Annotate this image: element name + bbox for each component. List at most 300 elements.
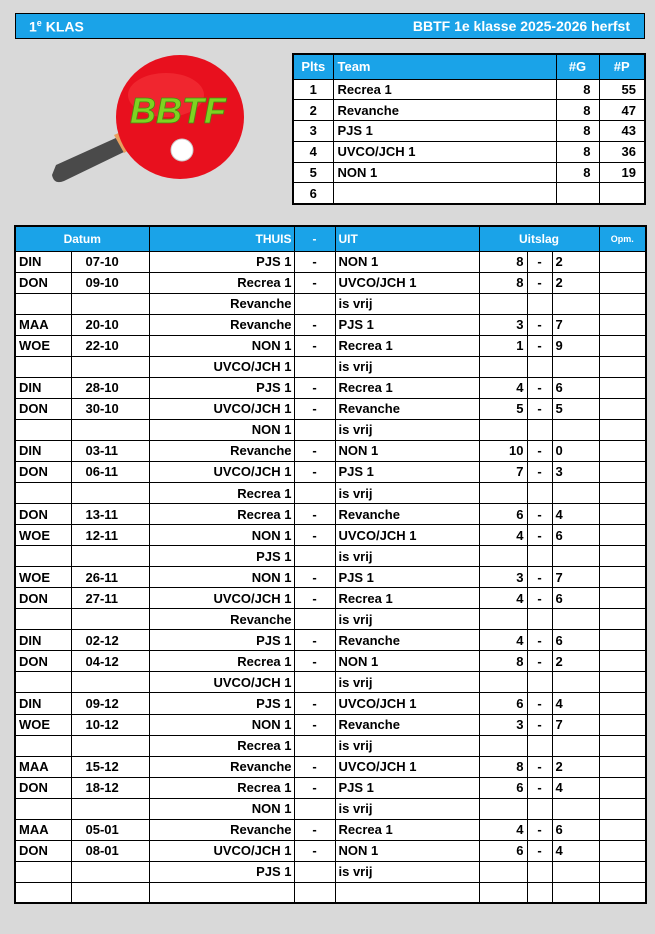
header-dash: -: [294, 226, 335, 251]
schedule-table: [14, 225, 647, 904]
header-opm: Opm.: [599, 226, 646, 251]
match-row: [15, 314, 646, 335]
match-row: [15, 377, 646, 398]
match-remark: [599, 483, 646, 504]
match-day: DON: [15, 777, 71, 798]
score-home: [479, 546, 527, 567]
rank-games: 8: [556, 141, 599, 162]
score-dash: -: [527, 377, 552, 398]
match-away-team: PJS 1: [335, 567, 479, 588]
match-row: [15, 840, 646, 861]
match-row: [15, 419, 646, 440]
match-date: 03-11: [71, 440, 149, 461]
score-dash: [527, 861, 552, 882]
rank-points: 47: [599, 100, 645, 121]
rank-team: Revanche: [333, 100, 556, 121]
match-separator: [294, 861, 335, 882]
match-date: 10-12: [71, 714, 149, 735]
score-home: 4: [479, 377, 527, 398]
match-date: [71, 419, 149, 440]
match-day: MAA: [15, 314, 71, 335]
match-home-team: NON 1: [149, 567, 294, 588]
header-uit: UIT: [335, 226, 479, 251]
score-home: 8: [479, 756, 527, 777]
match-home-team: Recrea 1: [149, 504, 294, 525]
ranking-row: [293, 183, 645, 204]
rank-position: 4: [293, 141, 333, 162]
score-home: [479, 419, 527, 440]
match-row: [15, 546, 646, 567]
match-day: [15, 483, 71, 504]
match-remark: [599, 377, 646, 398]
match-home-team: UVCO/JCH 1: [149, 588, 294, 609]
score-dash: [527, 735, 552, 756]
ranking-row: [293, 79, 645, 100]
match-row: [15, 672, 646, 693]
match-separator: -: [294, 525, 335, 546]
score-home: 8: [479, 251, 527, 272]
match-day: WOE: [15, 714, 71, 735]
score-away: 2: [552, 651, 599, 672]
rank-points: [599, 183, 645, 204]
match-date: 07-10: [71, 251, 149, 272]
match-remark: [599, 251, 646, 272]
match-home-team: NON 1: [149, 714, 294, 735]
match-remark: [599, 735, 646, 756]
match-separator: -: [294, 714, 335, 735]
match-day: DIN: [15, 630, 71, 651]
match-home-team: UVCO/JCH 1: [149, 840, 294, 861]
match-away-team: Revanche: [335, 504, 479, 525]
match-away-team: is vrij: [335, 735, 479, 756]
score-away: 2: [552, 251, 599, 272]
match-away-team: Recrea 1: [335, 819, 479, 840]
match-home-team: [149, 882, 294, 903]
match-home-team: NON 1: [149, 335, 294, 356]
match-home-team: Revanche: [149, 756, 294, 777]
match-date: 12-11: [71, 525, 149, 546]
match-remark: [599, 756, 646, 777]
score-away: 6: [552, 588, 599, 609]
match-away-team: NON 1: [335, 440, 479, 461]
ball-icon: [171, 139, 193, 161]
score-away: [552, 798, 599, 819]
score-away: 4: [552, 777, 599, 798]
match-away-team: is vrij: [335, 798, 479, 819]
ranking-row: [293, 141, 645, 162]
score-home: [479, 798, 527, 819]
match-date: [71, 672, 149, 693]
match-remark: [599, 861, 646, 882]
match-remark: [599, 525, 646, 546]
match-row: [15, 525, 646, 546]
match-date: 13-11: [71, 504, 149, 525]
match-home-team: PJS 1: [149, 630, 294, 651]
match-row: [15, 356, 646, 377]
match-date: 27-11: [71, 588, 149, 609]
match-home-team: Revanche: [149, 293, 294, 314]
logo-text: BBTF: [130, 90, 226, 131]
ranking-table: [292, 53, 646, 205]
match-remark: [599, 272, 646, 293]
rank-points: 36: [599, 141, 645, 162]
score-dash: [527, 293, 552, 314]
match-home-team: Revanche: [149, 440, 294, 461]
match-date: [71, 609, 149, 630]
score-dash: -: [527, 272, 552, 293]
score-home: 6: [479, 504, 527, 525]
match-separator: [294, 293, 335, 314]
match-home-team: PJS 1: [149, 693, 294, 714]
match-home-team: Revanche: [149, 819, 294, 840]
match-date: 09-12: [71, 693, 149, 714]
match-day: [15, 861, 71, 882]
match-remark: [599, 419, 646, 440]
match-separator: -: [294, 461, 335, 482]
score-home: [479, 672, 527, 693]
score-away: 6: [552, 377, 599, 398]
match-row: [15, 861, 646, 882]
match-separator: -: [294, 398, 335, 419]
match-row: [15, 461, 646, 482]
match-home-team: Recrea 1: [149, 777, 294, 798]
score-home: [479, 609, 527, 630]
score-dash: -: [527, 335, 552, 356]
match-separator: -: [294, 272, 335, 293]
match-away-team: is vrij: [335, 672, 479, 693]
match-away-team: is vrij: [335, 356, 479, 377]
match-remark: [599, 840, 646, 861]
match-date: 30-10: [71, 398, 149, 419]
score-dash: [527, 798, 552, 819]
score-away: 2: [552, 272, 599, 293]
header-thuis: THUIS: [149, 226, 294, 251]
match-date: 06-11: [71, 461, 149, 482]
match-away-team: UVCO/JCH 1: [335, 272, 479, 293]
match-row: [15, 567, 646, 588]
match-date: [71, 882, 149, 903]
score-away: [552, 861, 599, 882]
score-home: [479, 861, 527, 882]
match-separator: [294, 609, 335, 630]
rank-position: 2: [293, 100, 333, 121]
score-dash: -: [527, 651, 552, 672]
match-date: 09-10: [71, 272, 149, 293]
match-home-team: PJS 1: [149, 861, 294, 882]
match-day: DON: [15, 461, 71, 482]
match-away-team: PJS 1: [335, 777, 479, 798]
match-separator: [294, 546, 335, 567]
score-dash: -: [527, 314, 552, 335]
match-row: [15, 483, 646, 504]
match-separator: -: [294, 567, 335, 588]
match-separator: -: [294, 588, 335, 609]
score-home: 4: [479, 819, 527, 840]
match-remark: [599, 440, 646, 461]
match-separator: [294, 483, 335, 504]
match-day: WOE: [15, 525, 71, 546]
match-away-team: is vrij: [335, 483, 479, 504]
match-home-team: PJS 1: [149, 546, 294, 567]
match-separator: -: [294, 440, 335, 461]
score-away: [552, 672, 599, 693]
match-away-team: PJS 1: [335, 461, 479, 482]
score-away: 7: [552, 714, 599, 735]
score-away: [552, 356, 599, 377]
rank-team: UVCO/JCH 1: [333, 141, 556, 162]
match-away-team: is vrij: [335, 609, 479, 630]
score-away: 6: [552, 525, 599, 546]
rank-games: 8: [556, 79, 599, 100]
match-day: [15, 419, 71, 440]
header-plts: Plts: [293, 54, 333, 79]
score-dash: -: [527, 588, 552, 609]
match-day: DON: [15, 588, 71, 609]
rank-points: 55: [599, 79, 645, 100]
match-day: DIN: [15, 377, 71, 398]
score-dash: [527, 483, 552, 504]
match-separator: -: [294, 251, 335, 272]
match-remark: [599, 546, 646, 567]
match-date: [71, 798, 149, 819]
match-row: [15, 651, 646, 672]
score-dash: -: [527, 440, 552, 461]
match-row: [15, 588, 646, 609]
match-away-team: Revanche: [335, 398, 479, 419]
score-away: 6: [552, 630, 599, 651]
score-dash: -: [527, 819, 552, 840]
class-word: KLAS: [45, 18, 84, 35]
match-row: [15, 777, 646, 798]
score-dash: -: [527, 756, 552, 777]
score-dash: -: [527, 630, 552, 651]
match-day: [15, 546, 71, 567]
match-away-team: NON 1: [335, 251, 479, 272]
score-away: [552, 293, 599, 314]
match-row: [15, 504, 646, 525]
match-separator: -: [294, 630, 335, 651]
rank-team: Recrea 1: [333, 79, 556, 100]
score-dash: -: [527, 777, 552, 798]
match-away-team: is vrij: [335, 861, 479, 882]
header-uitslag: Uitslag: [479, 226, 599, 251]
match-away-team: is vrij: [335, 293, 479, 314]
match-separator: [294, 672, 335, 693]
score-home: [479, 882, 527, 903]
ranking-row: [293, 121, 645, 142]
match-separator: -: [294, 377, 335, 398]
match-row: [15, 440, 646, 461]
score-away: 5: [552, 398, 599, 419]
match-home-team: Recrea 1: [149, 272, 294, 293]
match-remark: [599, 504, 646, 525]
rank-games: 8: [556, 100, 599, 121]
header-team: Team: [333, 54, 556, 79]
match-day: DIN: [15, 693, 71, 714]
match-day: [15, 293, 71, 314]
match-remark: [599, 882, 646, 903]
ranking-row: [293, 100, 645, 121]
score-home: 6: [479, 693, 527, 714]
score-home: 10: [479, 440, 527, 461]
match-separator: [294, 735, 335, 756]
match-separator: -: [294, 314, 335, 335]
score-dash: -: [527, 398, 552, 419]
score-away: 9: [552, 335, 599, 356]
match-separator: [294, 356, 335, 377]
score-home: [479, 293, 527, 314]
match-home-team: NON 1: [149, 419, 294, 440]
class-superscript: e: [36, 18, 42, 28]
score-dash: [527, 882, 552, 903]
score-dash: -: [527, 525, 552, 546]
match-remark: [599, 335, 646, 356]
score-home: 6: [479, 840, 527, 861]
match-day: WOE: [15, 335, 71, 356]
score-home: 4: [479, 588, 527, 609]
match-away-team: is vrij: [335, 546, 479, 567]
score-dash: -: [527, 461, 552, 482]
rank-points: 43: [599, 121, 645, 142]
match-remark: [599, 693, 646, 714]
score-away: 2: [552, 756, 599, 777]
score-away: 3: [552, 461, 599, 482]
class-number: 1: [29, 18, 37, 35]
rank-team: PJS 1: [333, 121, 556, 142]
match-date: 05-01: [71, 819, 149, 840]
match-remark: [599, 714, 646, 735]
header-points: #P: [599, 54, 645, 79]
match-day: DIN: [15, 440, 71, 461]
score-away: 7: [552, 314, 599, 335]
match-remark: [599, 293, 646, 314]
match-away-team: UVCO/JCH 1: [335, 525, 479, 546]
match-separator: -: [294, 777, 335, 798]
rank-games: [556, 183, 599, 204]
score-home: [479, 735, 527, 756]
match-home-team: Revanche: [149, 314, 294, 335]
match-day: [15, 356, 71, 377]
score-home: 4: [479, 525, 527, 546]
match-separator: [294, 419, 335, 440]
match-date: [71, 293, 149, 314]
match-date: [71, 483, 149, 504]
ranking-header: [293, 54, 645, 79]
match-separator: -: [294, 693, 335, 714]
rank-games: 8: [556, 121, 599, 142]
match-date: 26-11: [71, 567, 149, 588]
rank-position: 5: [293, 162, 333, 183]
score-dash: -: [527, 567, 552, 588]
rank-position: 6: [293, 183, 333, 204]
match-row: [15, 335, 646, 356]
score-dash: -: [527, 714, 552, 735]
score-away: 6: [552, 819, 599, 840]
score-dash: -: [527, 840, 552, 861]
match-row: [15, 735, 646, 756]
match-away-team: [335, 882, 479, 903]
match-away-team: UVCO/JCH 1: [335, 756, 479, 777]
match-away-team: NON 1: [335, 840, 479, 861]
match-row: [15, 272, 646, 293]
match-date: 08-01: [71, 840, 149, 861]
match-away-team: Recrea 1: [335, 377, 479, 398]
match-date: 28-10: [71, 377, 149, 398]
match-home-team: Recrea 1: [149, 651, 294, 672]
competition-title: BBTF 1e klasse 2025-2026 herfst: [412, 18, 630, 34]
match-remark: [599, 777, 646, 798]
match-date: [71, 861, 149, 882]
match-home-team: Recrea 1: [149, 483, 294, 504]
rank-position: 3: [293, 121, 333, 142]
match-separator: -: [294, 756, 335, 777]
score-dash: -: [527, 251, 552, 272]
match-separator: [294, 882, 335, 903]
score-away: [552, 546, 599, 567]
match-away-team: Recrea 1: [335, 588, 479, 609]
match-away-team: PJS 1: [335, 314, 479, 335]
score-away: [552, 609, 599, 630]
match-day: DON: [15, 504, 71, 525]
rank-games: 8: [556, 162, 599, 183]
match-remark: [599, 630, 646, 651]
score-dash: [527, 419, 552, 440]
match-date: [71, 356, 149, 377]
score-away: 4: [552, 693, 599, 714]
score-home: 6: [479, 777, 527, 798]
score-away: [552, 483, 599, 504]
match-remark: [599, 398, 646, 419]
match-row: [15, 714, 646, 735]
match-remark: [599, 798, 646, 819]
title-bar: [15, 13, 645, 39]
score-home: 3: [479, 567, 527, 588]
match-home-team: UVCO/JCH 1: [149, 398, 294, 419]
match-day: [15, 882, 71, 903]
match-remark: [599, 461, 646, 482]
match-away-team: NON 1: [335, 651, 479, 672]
header-games: #G: [556, 54, 599, 79]
match-date: [71, 546, 149, 567]
score-dash: [527, 672, 552, 693]
match-away-team: Revanche: [335, 714, 479, 735]
schedule-header: [15, 226, 646, 251]
score-home: 3: [479, 714, 527, 735]
match-home-team: Revanche: [149, 609, 294, 630]
match-row: [15, 609, 646, 630]
match-home-team: UVCO/JCH 1: [149, 461, 294, 482]
score-away: [552, 882, 599, 903]
match-day: WOE: [15, 567, 71, 588]
match-remark: [599, 356, 646, 377]
match-separator: -: [294, 651, 335, 672]
score-away: 4: [552, 840, 599, 861]
rank-team: NON 1: [333, 162, 556, 183]
match-home-team: NON 1: [149, 525, 294, 546]
match-day: DON: [15, 272, 71, 293]
match-day: MAA: [15, 819, 71, 840]
rank-position: 1: [293, 79, 333, 100]
match-date: 18-12: [71, 777, 149, 798]
score-home: 1: [479, 335, 527, 356]
match-row: [15, 819, 646, 840]
score-away: 7: [552, 567, 599, 588]
header-datum: Datum: [15, 226, 149, 251]
score-dash: -: [527, 693, 552, 714]
match-home-team: UVCO/JCH 1: [149, 356, 294, 377]
score-home: [479, 356, 527, 377]
match-separator: -: [294, 504, 335, 525]
